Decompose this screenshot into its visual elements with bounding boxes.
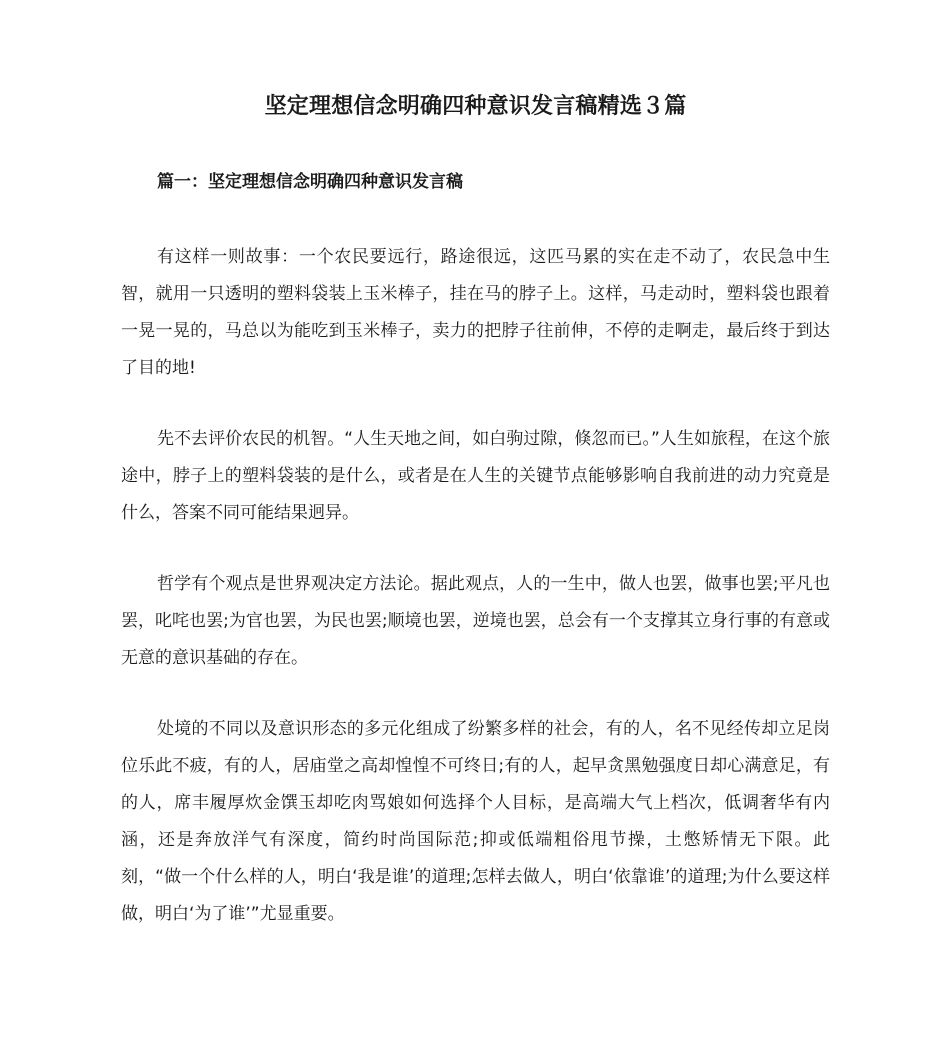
paragraph-3: 哲学有个观点是世界观决定方法论。据此观点，人的一生中，做人也罢，做事也罢;平凡也罢，叱咤也罢;为官也罢，为民也罢;顺境也罢，逆境也罢，总会有一个支撑其立身行事的有意或无意的意识基础的存在。: [121, 574, 830, 668]
paragraph-4: 处境的不同以及意识形态的多元化组成了纷繁多样的社会，有的人，名不见经传却立足岗位乐此不疲，有的人，居庙堂之高却惶惶不可终日;有的人，起早贪黑勉强度日却心满意足，有的人，席丰履厚炊金馔玉却吃肉骂娘如何选择个人目标，是高端大气上档次，低调奢华有内涵，还是奔放洋气有深度，简约时尚国际范;抑或低端粗俗甩节操，土憋矫情无下限。此刻，“做一个什么样的人，明白‘我是谁’的道理;怎样去做人，明白‘依靠谁’的道理;为什么要这样做，明白‘为了谁’”尤显重要。: [121, 719, 830, 924]
section-heading: 篇一：坚定理想信念明确四种意识发言稿: [157, 172, 463, 192]
paragraph-1: 有这样一则故事：一个农民要远行，路途很远，这匹马累的实在走不动了，农民急中生智，就用一只透明的塑料袋装上玉米棒子，挂在马的脖子上。这样，马走动时，塑料袋也跟着一晃一晃的，马总以为能吃到玉米棒子，卖力的把脖子往前伸，不停的走啊走，最后终于到达了目的地!: [121, 247, 830, 378]
paragraph-2: 先不去评价农民的机智。“人生天地之间，如白驹过隙，倏忽而已。”人生如旅程，在这个旅途中，脖子上的塑料袋装的是什么，或者是在人生的关键节点能够影响自我前进的动力究竟是什么，答案不同可能结果迥异。: [121, 429, 830, 523]
document-title: 坚定理想信念明确四种意识发言稿精选３篇: [264, 94, 687, 119]
